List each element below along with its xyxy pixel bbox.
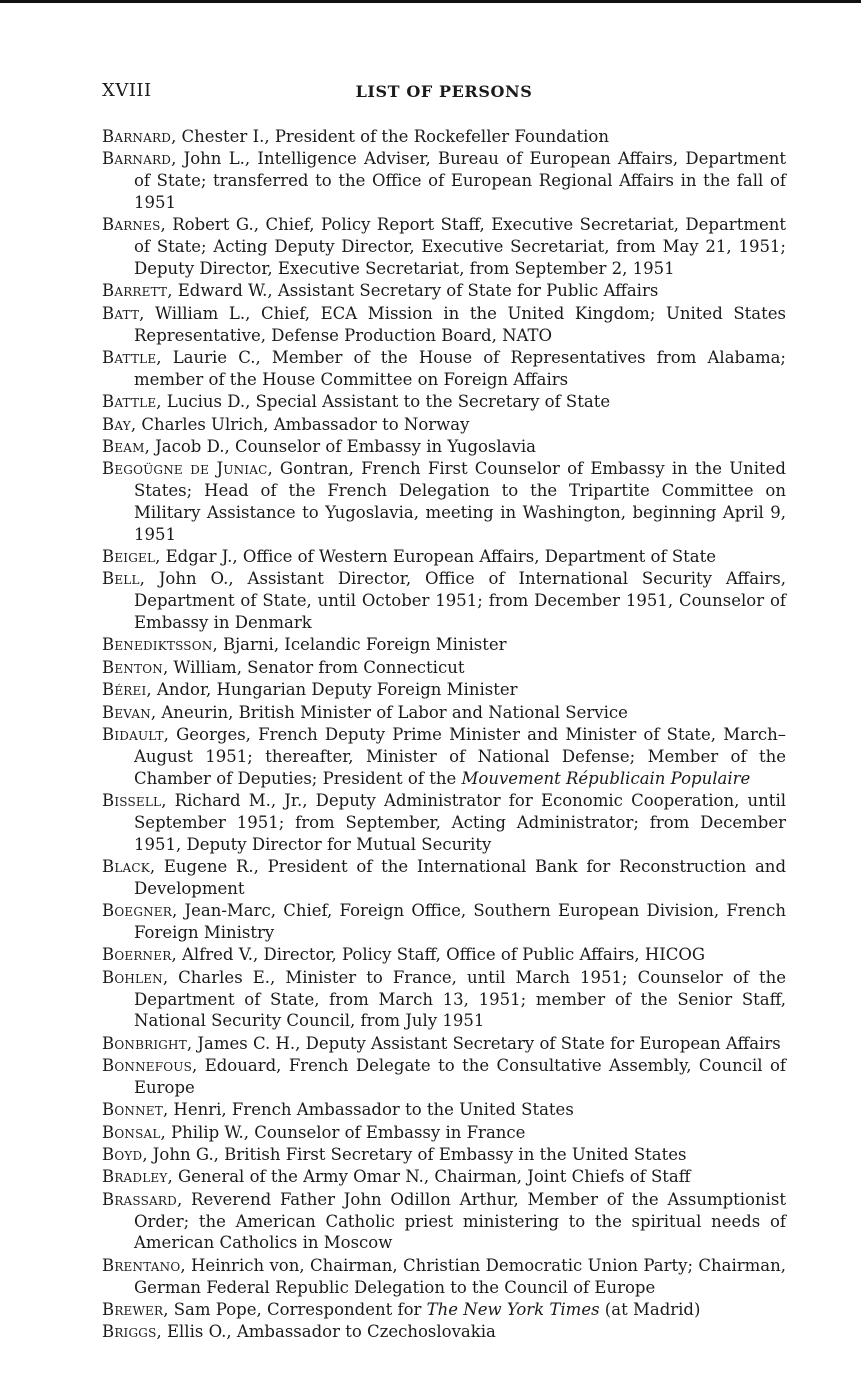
person-surname: Bonbright [102,1033,187,1053]
person-description: , Sam Pope, Correspondent for [163,1300,427,1320]
person-description: , Jean-Marc, Chief, Foreign Office, Southern European Division, French Foreign Ministry [134,901,786,942]
person-surname: Barnard [102,127,172,146]
person-description: , Ellis O., Ambassador to Czechoslovakia [156,1322,496,1342]
list-item [102,568,786,633]
person-surname: Beam [102,436,145,456]
person-description: , Chester I., President of the Rockefeller Foundation [171,127,609,146]
person-description: , Laurie C., Member of the House of Representatives from Alabama; member of the House Committee on Foreign Affairs [134,347,786,389]
list-item [102,546,786,568]
list-item [102,679,786,701]
person-description: , Edward W., Assistant Secretary of State for Public Affairs [167,281,659,301]
person-description: , Aneurin, British Minister of Labor and National Service [150,702,628,722]
list-item [102,1255,786,1299]
list-item [102,856,786,900]
person-surname: Boerner [102,945,172,965]
person-description: , Alfred V., Director, Policy Staff, Office of Public Affairs, HICOG [171,945,706,965]
person-surname: Brentano [102,1255,181,1275]
persons-list [102,126,786,1344]
person-description: , John G., British First Secretary of Embassy in the United States [142,1145,687,1165]
person-surname: Bradley [102,1167,168,1187]
list-item [102,944,786,966]
list-item [102,391,786,413]
person-description: , Bjarni, Icelandic Foreign Minister [212,635,507,655]
list-item [102,280,786,302]
list-item [102,414,786,436]
list-item [102,126,786,148]
person-description: , Eugene R., President of the International Bank for Reconstruction and Development [134,856,786,898]
person-description: , Philip W., Counselor of Embassy in France [160,1122,526,1142]
person-surname: Bissell [102,791,162,810]
person-description-tail: (at Madrid) [599,1300,701,1320]
page-header [102,80,786,106]
person-description: , General of the Army Omar N., Chairman, Joint Chiefs of Staff [167,1167,691,1187]
person-surname: Bidault [102,725,164,745]
person-surname: Bohlen [102,967,163,987]
person-description: , William, Senator from Connecticut [162,657,465,677]
person-description: , Edgar J., Office of Western European Affairs, Department of State [155,547,717,567]
person-description: , Richard M., Jr., Deputy Administrator for Economic Cooperation, until September 1951; from September, Acting Administrator; from December 1951, Deputy Director for Mutual Security [134,791,786,854]
person-surname: Boyd [102,1145,143,1165]
list-item [102,1299,786,1321]
list-item [102,1055,786,1099]
person-surname: Battle [102,347,157,367]
page-top-border [0,0,861,3]
person-surname: Brewer [102,1300,164,1320]
person-description: , Charles E., Minister to France, until March 1951; Counselor of the Department of State, from March 13, 1951; member of the Senior Staff, National Security Council, from July 1951 [134,967,786,1031]
person-surname: Bay [102,414,131,434]
person-surname: Bell [102,569,140,589]
person-description: , John O., Assistant Director, Office of International Security Affairs, Department of State, until October 1951; from December 1951, Counselor of Embassy in Denmark [134,569,786,633]
person-surname: Battle [102,392,157,412]
person-description: , Charles Ulrich, Ambassador to Norway [130,414,470,434]
list-item [102,347,786,391]
person-surname: Barrett [102,281,168,301]
person-surname: Benton [102,657,163,677]
list-item [102,1099,786,1121]
person-description: , James C. H., Deputy Assistant Secretary of State for European Affairs [186,1033,781,1053]
person-surname: Bonnefous [102,1056,193,1076]
person-surname: Brassard [102,1189,177,1209]
person-description: , John L., Intelligence Adviser, Bureau of European Affairs, Department of State; transferred to the Office of European Regional Affairs in the fall of 1951 [134,149,786,212]
person-description: , Henri, French Ambassador to the United States [162,1100,574,1120]
person-description: , Edouard, French Delegate to the Consultative Assembly, Council of Europe [134,1056,786,1097]
list-item [102,657,786,679]
list-item [102,1033,786,1055]
list-item [102,1122,786,1144]
list-item [102,967,786,1032]
page-number: XVIII [102,80,152,101]
person-surname: Black [102,856,150,876]
person-description: , Reverend Father John Odillon Arthur, Member of the Assumptionist Order; the American Catholic priest ministering to the spiritual needs of American Catholics in Moscow [134,1189,786,1253]
person-surname: Bonnet [102,1100,163,1120]
list-item [102,724,786,789]
list-item [102,148,786,213]
person-surname: Boegner [102,901,173,921]
list-item [102,900,786,944]
person-surname: Beigel [102,547,156,567]
person-description: , Heinrich von, Chairman, Christian Democratic Union Party; Chairman, German Federal Republic Delegation to the Council of Europe [134,1255,786,1297]
person-description: , William L., Chief, ECA Mission in the United Kingdom; United States Representative, Defense Production Board, NATO [134,303,786,345]
person-surname: Bevan [102,702,151,722]
person-surname: Briggs [102,1322,157,1342]
list-item [102,702,786,724]
list-item [102,1321,786,1343]
list-item [102,458,786,545]
running-head: LIST OF PERSONS [355,82,533,101]
list-item [102,634,786,656]
person-description: , Jacob D., Counselor of Embassy in Yugoslavia [144,436,536,456]
italic-title: Mouvement Républicain Populaire [461,768,751,788]
list-item [102,303,786,347]
list-item [102,436,786,458]
person-surname: Barnes [102,215,161,235]
person-surname: Bérei [102,680,147,700]
person-description: , Lucius D., Special Assistant to the Secretary of State [156,392,611,412]
person-description: , Georges, French Deputy Prime Minister and Minister of State, March–August 1951; thereafter, Minister of National Defense; Member of the Chamber of Deputies; President of the [134,725,786,788]
person-surname: Batt [102,303,140,323]
person-description: , Gontran, French First Counselor of Embassy in the United States; Head of the French Delegation to the Tripartite Committee on Military Assistance to Yugoslavia, meeting in Washington, beginning April 9, 1951 [134,459,786,544]
person-description: , Andor, Hungarian Deputy Foreign Minister [146,680,518,700]
list-item [102,1144,786,1166]
italic-title: The New York Times [426,1300,600,1320]
list-item [102,214,786,279]
person-surname: Barnard [102,149,172,169]
person-surname: Begoügne de Juniac [102,459,268,479]
person-description: , Robert G., Chief, Policy Report Staff, Executive Secretariat, Department of State; Acting Deputy Director, Executive Secretariat, from May 21, 1951; Deputy Director, Executive Secretariat, from September 2, 1951 [134,215,786,278]
person-surname: Bonsal [102,1122,161,1142]
person-surname: Benediktsson [102,635,213,655]
list-item [102,1166,786,1188]
list-item [102,790,786,855]
list-item [102,1189,786,1254]
